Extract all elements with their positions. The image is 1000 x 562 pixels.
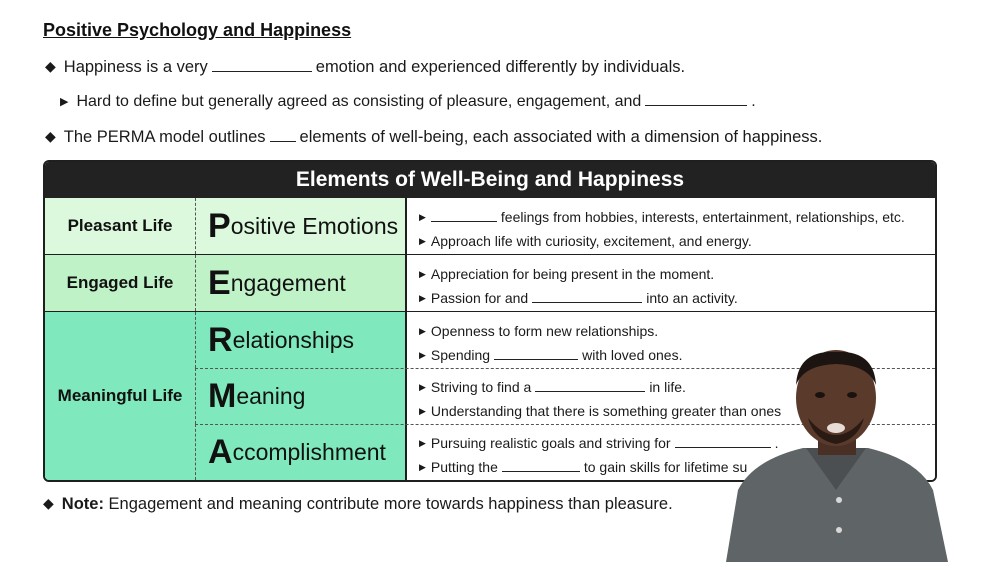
element-engagement: [195, 255, 405, 311]
bullet-text: Hard to define but generally agreed as consisting of pleasure, engagement, and: [76, 93, 642, 110]
presenter-video: [708, 340, 963, 562]
element-name: ccomplishment: [232, 438, 386, 465]
desc-line: Pursuing realistic goals and striving for: [430, 435, 671, 451]
desc-line: in life.: [649, 379, 686, 395]
desc-line: Passion for and: [430, 290, 529, 306]
bullet-text: The PERMA model outlines: [63, 128, 266, 146]
desc-line: Understanding that there is something greater than ones: [430, 403, 782, 419]
element-description: ▶ feelings from hobbies, interests, entertainment, relationships, etc. ▶ Approach life with curiosity, excitement, and energy.: [405, 198, 935, 254]
subbullet-define: [60, 93, 756, 111]
element-description: ▶ Openness to form new relationships. ▶ Spending with loved ones.: [405, 312, 935, 368]
fill-blank: [270, 140, 296, 142]
bullet-text: .: [751, 93, 756, 110]
element-initial: M: [208, 377, 237, 415]
element-name: ositive Emotions: [230, 212, 399, 239]
desc-line: Openness to form new relationships.: [430, 323, 659, 339]
desc-line: with loved ones.: [582, 347, 683, 363]
fill-blank: [212, 70, 312, 72]
note-line: [43, 495, 673, 514]
diamond-bullet-icon: ◆: [43, 495, 54, 511]
fill-blank: [645, 104, 747, 106]
desc-line: into an activity.: [646, 290, 738, 306]
table-row: [45, 255, 935, 311]
category-engaged-life: Engaged Life: [66, 273, 174, 292]
category-meaningful-life: Meaningful Life: [57, 386, 183, 405]
bullet-text: emotion and experienced differently by individuals.: [315, 58, 686, 76]
desc-line: feelings from hobbies, interests, entertainment, relationships, etc.: [500, 209, 905, 225]
element-relationships: [195, 312, 405, 368]
desc-line: .: [774, 435, 779, 451]
page-title: Positive Psychology and Happiness: [43, 20, 352, 40]
diamond-bullet-icon: ◆: [45, 58, 56, 74]
element-meaning: [195, 368, 405, 424]
desc-line: Spending: [430, 347, 491, 363]
desc-line: Appreciation for being present in the moment.: [430, 266, 715, 282]
bullet-perma: [45, 128, 822, 147]
desc-line: to gain skills for lifetime su: [583, 459, 748, 475]
diamond-bullet-icon: ◆: [45, 128, 56, 144]
triangle-bullet-icon: ▶: [60, 96, 69, 108]
table-header: Elements of Well-Being and Happiness: [45, 162, 935, 198]
element-name: elationships: [232, 326, 355, 353]
element-initial: R: [208, 321, 233, 359]
element-description: ▶ Pursuing realistic goals and striving for . ▶ Putting the to gain skills for lifetime su: [405, 424, 935, 480]
desc-line: Putting the: [430, 459, 498, 475]
desc-line: Striving to find a: [430, 379, 532, 395]
element-name: ngagement: [230, 269, 346, 296]
element-description: ▶ Striving to find a in life. ▶ Understanding that there is something greater than ones: [405, 368, 935, 424]
bullet-text: Happiness is a very: [63, 58, 208, 76]
note-text: Engagement and meaning contribute more towards happiness than pleasure.: [108, 495, 673, 513]
element-description: ▶ Appreciation for being present in the moment. ▶ Passion for and into an activity.: [405, 255, 935, 311]
desc-line: Approach life with curiosity, excitement, and energy.: [430, 233, 752, 249]
category-pleasant-life: Pleasant Life: [67, 216, 173, 235]
element-initial: A: [208, 433, 233, 471]
element-initial: E: [208, 264, 231, 302]
bullet-happiness: [45, 58, 685, 77]
element-initial: P: [208, 207, 231, 245]
element-positive-emotions: [195, 198, 405, 254]
table-row: [45, 198, 935, 254]
bullet-text: elements of well-being, each associated with a dimension of happiness.: [299, 128, 823, 146]
note-label: Note:: [61, 495, 104, 513]
element-accomplishment: [195, 424, 405, 480]
element-name: eaning: [236, 382, 306, 409]
